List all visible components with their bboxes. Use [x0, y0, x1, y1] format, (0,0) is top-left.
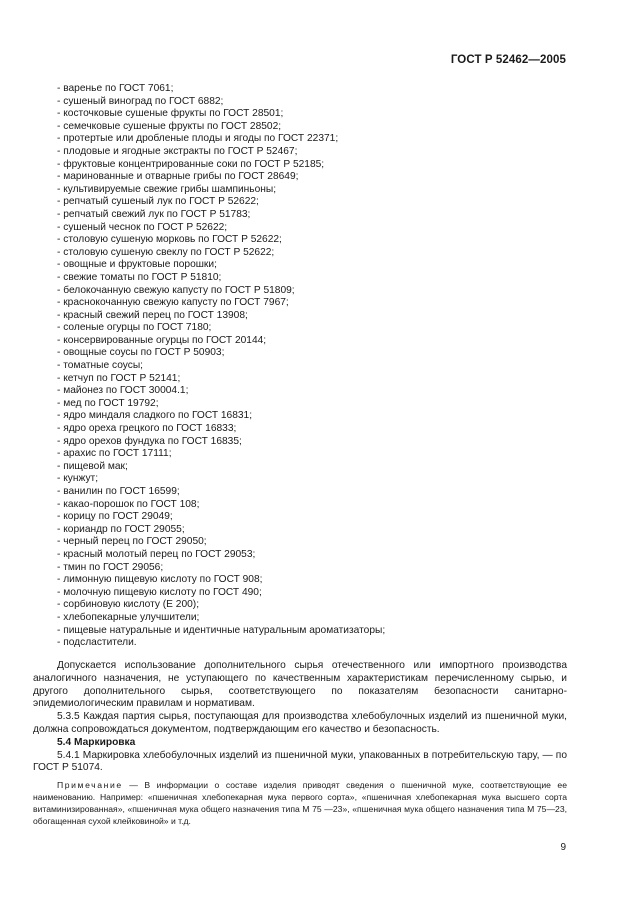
list-item: - мед по ГОСТ 19792;	[57, 397, 159, 409]
list-item: - красный молотый перец по ГОСТ 29053;	[57, 548, 256, 560]
list-item: - черный перец по ГОСТ 29050;	[57, 536, 207, 548]
document-code: ГОСТ Р 52462—2005	[450, 54, 566, 66]
list-item: - ядро орехов фундука по ГОСТ 16835;	[57, 435, 242, 447]
list-item: - соленые огурцы по ГОСТ 7180;	[57, 322, 212, 334]
list-item: - ванилин по ГОСТ 16599;	[57, 486, 180, 497]
list-item: - пищевой мак;	[57, 460, 128, 472]
list-item: - плодовые и ягодные экстракты по ГОСТ Р 52467;	[57, 145, 298, 157]
list-item: - культивируемые свежие грибы шампиньоны;	[57, 183, 277, 195]
list-item: - корицу по ГОСТ 29049;	[57, 511, 173, 523]
list-item: - косточковые сушеные фрукты по ГОСТ 28501;	[57, 108, 284, 120]
ingredient-list	[57, 83, 385, 650]
list-item: - какао-порошок по ГОСТ 108;	[57, 498, 200, 510]
list-item: - репчатый свежий лук по ГОСТ Р 51783;	[57, 208, 251, 220]
list-item: - свежие томаты по ГОСТ Р 51810;	[57, 271, 222, 283]
list-item: - томатные соусы;	[57, 360, 143, 372]
page-number: 9	[560, 842, 566, 853]
list-item: - овощные и фруктовые порошки;	[57, 259, 217, 271]
list-item: - ядро ореха грецкого по ГОСТ 16833;	[57, 423, 237, 435]
paragraph-allowance: Допускается использование дополнительного сырья отечественного или импортного производства аналогичного назначения, не уступающего по качественным характеристикам перечисленному сырью, и другого дополнительного сырья, соответствующего по показателям безопасности санитарно-эпидемиологическим правилам и нормативам.	[33, 660, 567, 710]
list-item: - кунжут;	[57, 473, 99, 485]
list-item: - красный свежий перец по ГОСТ 13908;	[57, 309, 248, 321]
list-item: - лимонную пищевую кислоту по ГОСТ 908;	[57, 574, 263, 586]
list-item: - арахис по ГОСТ 17111;	[57, 448, 172, 460]
list-item: - консервированные огурцы по ГОСТ 20144;	[57, 334, 267, 346]
list-item: - семечковые сушеные фрукты по ГОСТ 28502;	[57, 120, 282, 132]
section-heading-marking: 5.4 Маркировка	[57, 736, 136, 748]
list-item: - пищевые натуральные и идентичные натуральным ароматизаторы;	[57, 624, 386, 636]
list-item: - кориандр по ГОСТ 29055;	[57, 523, 185, 535]
note-block	[33, 779, 567, 827]
list-item: - сорбиновую кислоту (Е 200);	[57, 599, 200, 611]
list-item: - маринованные и отварные грибы по ГОСТ 28649;	[57, 171, 299, 183]
note-label: Примечание	[57, 780, 123, 790]
note-text: — В информации о составе изделия приводят сведения о пшеничной муке, соответствующие ее наименованию. Например: «пшеничная хлебопекарная мука первого сорта», «пшеничная хлебопекарная мука высшего сорта витаминизированная», «пшеничная мука общего назначения типа М 75 —23», «пшеничная мука общего назначения типа М 75—23, обогащенная сухой клейковиной» и т.д.	[33, 780, 567, 826]
list-item: - овощные соусы по ГОСТ Р 50903;	[57, 347, 225, 359]
list-item: - репчатый сушеный лук по ГОСТ Р 52622;	[57, 196, 259, 208]
list-item: - молочную пищевую кислоту по ГОСТ 490;	[57, 586, 262, 598]
list-item: - майонез по ГОСТ 30004.1;	[57, 385, 189, 397]
list-item: - столовую сушеную свеклу по ГОСТ Р 52622;	[57, 246, 275, 258]
list-item: - кетчуп по ГОСТ Р 52141;	[57, 372, 181, 384]
list-item: - сушеный виноград по ГОСТ 6882;	[57, 95, 224, 107]
list-item: - подсластители.	[57, 637, 137, 649]
list-item: - белокочанную свежую капусту по ГОСТ Р 51809;	[57, 284, 295, 296]
list-item: - сушеный чеснок по ГОСТ Р 52622;	[57, 221, 228, 233]
list-item: - краснокочанную свежую капусту по ГОСТ 7967;	[57, 297, 289, 309]
clause-5-4-1: 5.4.1 Маркировка хлебобулочных изделий из пшеничной муки, упакованных в потребительскую тару, — по ГОСТ Р 51074.	[33, 749, 567, 774]
clause-5-3-5: 5.3.5 Каждая партия сырья, поступающая для производства хлебобулочных изделий из пшеничной муки, должна сопровождаться документом, подтверждающим его качество и безопасность.	[33, 711, 567, 735]
list-item: - протертые или дробленые плоды и ягоды по ГОСТ 22371;	[57, 133, 339, 145]
list-item: - варенье по ГОСТ 7061;	[57, 83, 174, 94]
list-item: - фруктовые концентрированные соки по ГОСТ Р 52185;	[57, 158, 325, 170]
list-item: - столовую сушеную морковь по ГОСТ Р 52622;	[57, 234, 282, 246]
body-text	[33, 660, 567, 775]
list-item: - тмин по ГОСТ 29056;	[57, 561, 164, 573]
list-item: - ядро миндаля сладкого по ГОСТ 16831;	[57, 410, 253, 422]
list-item: - хлебопекарные улучшители;	[57, 611, 200, 623]
